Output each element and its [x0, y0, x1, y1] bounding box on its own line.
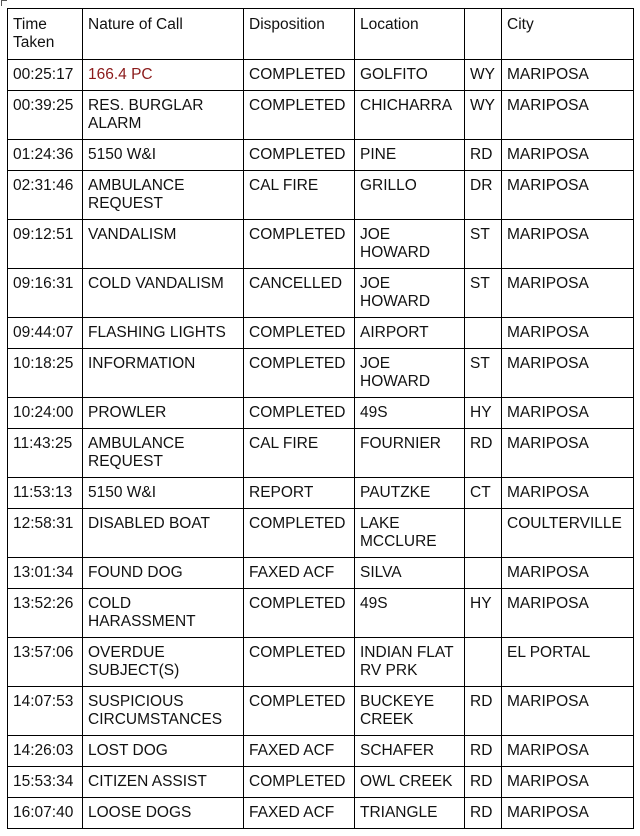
cell-street-type	[465, 318, 502, 349]
cell-city: MARIPOSA	[502, 140, 634, 171]
cell-nature-of-call: AMBULANCE REQUEST	[83, 171, 244, 220]
cell-disposition: COMPLETED	[244, 220, 355, 269]
cell-disposition: CAL FIRE	[244, 429, 355, 478]
cell-street-type	[465, 638, 502, 687]
cell-city: MARIPOSA	[502, 478, 634, 509]
cell-street-type: RD	[465, 798, 502, 829]
cell-nature-of-call: 166.4 PC	[83, 60, 244, 91]
table-row	[8, 220, 634, 269]
cell-time: 14:07:53	[8, 687, 83, 736]
cell-street-type: RD	[465, 736, 502, 767]
cell-street-type: CT	[465, 478, 502, 509]
cell-city: MARIPOSA	[502, 687, 634, 736]
cell-location: CHICHARRA	[355, 91, 465, 140]
cell-city: MARIPOSA	[502, 429, 634, 478]
cell-time: 09:16:31	[8, 269, 83, 318]
cell-time: 13:01:34	[8, 558, 83, 589]
cell-location: JOE HOWARD	[355, 349, 465, 398]
cell-city: MARIPOSA	[502, 91, 634, 140]
cell-disposition: COMPLETED	[244, 318, 355, 349]
table-row	[8, 398, 634, 429]
table-row	[8, 767, 634, 798]
cell-time: 12:58:31	[8, 509, 83, 558]
table-row	[8, 349, 634, 398]
cell-nature-of-call: COLD HARASSMENT	[83, 589, 244, 638]
cell-nature-of-call: LOST DOG	[83, 736, 244, 767]
cell-location: TRIANGLE	[355, 798, 465, 829]
cell-city: MARIPOSA	[502, 60, 634, 91]
cell-street-type	[465, 509, 502, 558]
cell-time: 00:39:25	[8, 91, 83, 140]
cell-street-type: ST	[465, 349, 502, 398]
cell-time: 11:43:25	[8, 429, 83, 478]
cell-location: PAUTZKE	[355, 478, 465, 509]
cell-time: 14:26:03	[8, 736, 83, 767]
cell-location: PINE	[355, 140, 465, 171]
table-row	[8, 478, 634, 509]
cell-location: BUCKEYE CREEK	[355, 687, 465, 736]
cell-city: MARIPOSA	[502, 269, 634, 318]
cell-nature-of-call: FOUND DOG	[83, 558, 244, 589]
cell-disposition: REPORT	[244, 478, 355, 509]
cell-nature-of-call: VANDALISM	[83, 220, 244, 269]
cell-time: 10:24:00	[8, 398, 83, 429]
cell-city: MARIPOSA	[502, 171, 634, 220]
cell-nature-of-call: SUSPICIOUS CIRCUMSTANCES	[83, 687, 244, 736]
cell-location: OWL CREEK	[355, 767, 465, 798]
cell-time: 09:44:07	[8, 318, 83, 349]
cell-city: MARIPOSA	[502, 798, 634, 829]
cell-disposition: COMPLETED	[244, 589, 355, 638]
table-body	[8, 60, 634, 829]
header-time-taken: Time Taken	[8, 9, 83, 60]
cell-city: MARIPOSA	[502, 589, 634, 638]
cell-location: JOE HOWARD	[355, 220, 465, 269]
cell-disposition: FAXED ACF	[244, 736, 355, 767]
cell-disposition: FAXED ACF	[244, 558, 355, 589]
table-row	[8, 589, 634, 638]
cell-nature-of-call: RES. BURGLAR ALARM	[83, 91, 244, 140]
cell-disposition: COMPLETED	[244, 767, 355, 798]
cell-time: 11:53:13	[8, 478, 83, 509]
cell-disposition: FAXED ACF	[244, 798, 355, 829]
cell-disposition: CAL FIRE	[244, 171, 355, 220]
cell-disposition: COMPLETED	[244, 349, 355, 398]
cell-nature-of-call: FLASHING LIGHTS	[83, 318, 244, 349]
corner-crop-mark	[1, 0, 7, 6]
table-row	[8, 736, 634, 767]
cell-location: INDIAN FLAT RV PRK	[355, 638, 465, 687]
cell-time: 01:24:36	[8, 140, 83, 171]
cell-location: JOE HOWARD	[355, 269, 465, 318]
cell-time: 15:53:34	[8, 767, 83, 798]
cell-street-type: WY	[465, 91, 502, 140]
header-location: Location	[355, 9, 465, 60]
cell-nature-of-call: 5150 W&I	[83, 478, 244, 509]
header-row	[8, 9, 634, 60]
cell-street-type: RD	[465, 140, 502, 171]
cell-disposition: COMPLETED	[244, 509, 355, 558]
cell-street-type: WY	[465, 60, 502, 91]
cell-nature-of-call: AMBULANCE REQUEST	[83, 429, 244, 478]
table-row	[8, 140, 634, 171]
cell-street-type: DR	[465, 171, 502, 220]
cell-location: LAKE MCCLURE	[355, 509, 465, 558]
cell-disposition: COMPLETED	[244, 687, 355, 736]
cell-city: EL PORTAL	[502, 638, 634, 687]
cell-location: FOURNIER	[355, 429, 465, 478]
cell-nature-of-call: LOOSE DOGS	[83, 798, 244, 829]
cell-street-type	[465, 558, 502, 589]
cell-city: MARIPOSA	[502, 349, 634, 398]
cell-disposition: COMPLETED	[244, 140, 355, 171]
header-street-type	[465, 9, 502, 60]
cell-nature-of-call: OVERDUE SUBJECT(S)	[83, 638, 244, 687]
cell-nature-of-call: INFORMATION	[83, 349, 244, 398]
table-row	[8, 171, 634, 220]
cell-street-type: RD	[465, 687, 502, 736]
cell-nature-of-call: 5150 W&I	[83, 140, 244, 171]
cell-city: MARIPOSA	[502, 398, 634, 429]
cell-disposition: COMPLETED	[244, 398, 355, 429]
cell-city: MARIPOSA	[502, 558, 634, 589]
cell-disposition: COMPLETED	[244, 638, 355, 687]
table-row	[8, 798, 634, 829]
cell-time: 00:25:17	[8, 60, 83, 91]
cell-nature-of-call: COLD VANDALISM	[83, 269, 244, 318]
cell-time: 13:57:06	[8, 638, 83, 687]
table-row	[8, 91, 634, 140]
table-row	[8, 269, 634, 318]
cell-street-type: HY	[465, 398, 502, 429]
cell-street-type: RD	[465, 767, 502, 798]
table-row	[8, 318, 634, 349]
cell-street-type: RD	[465, 429, 502, 478]
cell-disposition: COMPLETED	[244, 91, 355, 140]
cell-city: MARIPOSA	[502, 220, 634, 269]
cell-time: 16:07:40	[8, 798, 83, 829]
cell-location: SCHAFER	[355, 736, 465, 767]
cell-time: 09:12:51	[8, 220, 83, 269]
cell-nature-of-call: CITIZEN ASSIST	[83, 767, 244, 798]
cell-location: 49S	[355, 589, 465, 638]
cell-nature-of-call: DISABLED BOAT	[83, 509, 244, 558]
cell-time: 13:52:26	[8, 589, 83, 638]
cell-street-type: ST	[465, 269, 502, 318]
cell-location: SILVA	[355, 558, 465, 589]
call-log-table	[7, 8, 634, 829]
cell-city: MARIPOSA	[502, 318, 634, 349]
table-row	[8, 509, 634, 558]
table-row	[8, 60, 634, 91]
header-disposition: Disposition	[244, 9, 355, 60]
cell-city: MARIPOSA	[502, 736, 634, 767]
table-row	[8, 687, 634, 736]
cell-city: MARIPOSA	[502, 767, 634, 798]
cell-time: 02:31:46	[8, 171, 83, 220]
cell-nature-of-call: PROWLER	[83, 398, 244, 429]
cell-city: COULTERVILLE	[502, 509, 634, 558]
header-city: City	[502, 9, 634, 60]
cell-disposition: CANCELLED	[244, 269, 355, 318]
table-row	[8, 558, 634, 589]
cell-location: 49S	[355, 398, 465, 429]
cell-location: GOLFITO	[355, 60, 465, 91]
cell-disposition: COMPLETED	[244, 60, 355, 91]
cell-location: GRILLO	[355, 171, 465, 220]
table-header	[8, 9, 634, 60]
cell-street-type: ST	[465, 220, 502, 269]
table-row	[8, 638, 634, 687]
table-row	[8, 429, 634, 478]
header-nature-of-call: Nature of Call	[83, 9, 244, 60]
cell-street-type: HY	[465, 589, 502, 638]
cell-location: AIRPORT	[355, 318, 465, 349]
cell-time: 10:18:25	[8, 349, 83, 398]
